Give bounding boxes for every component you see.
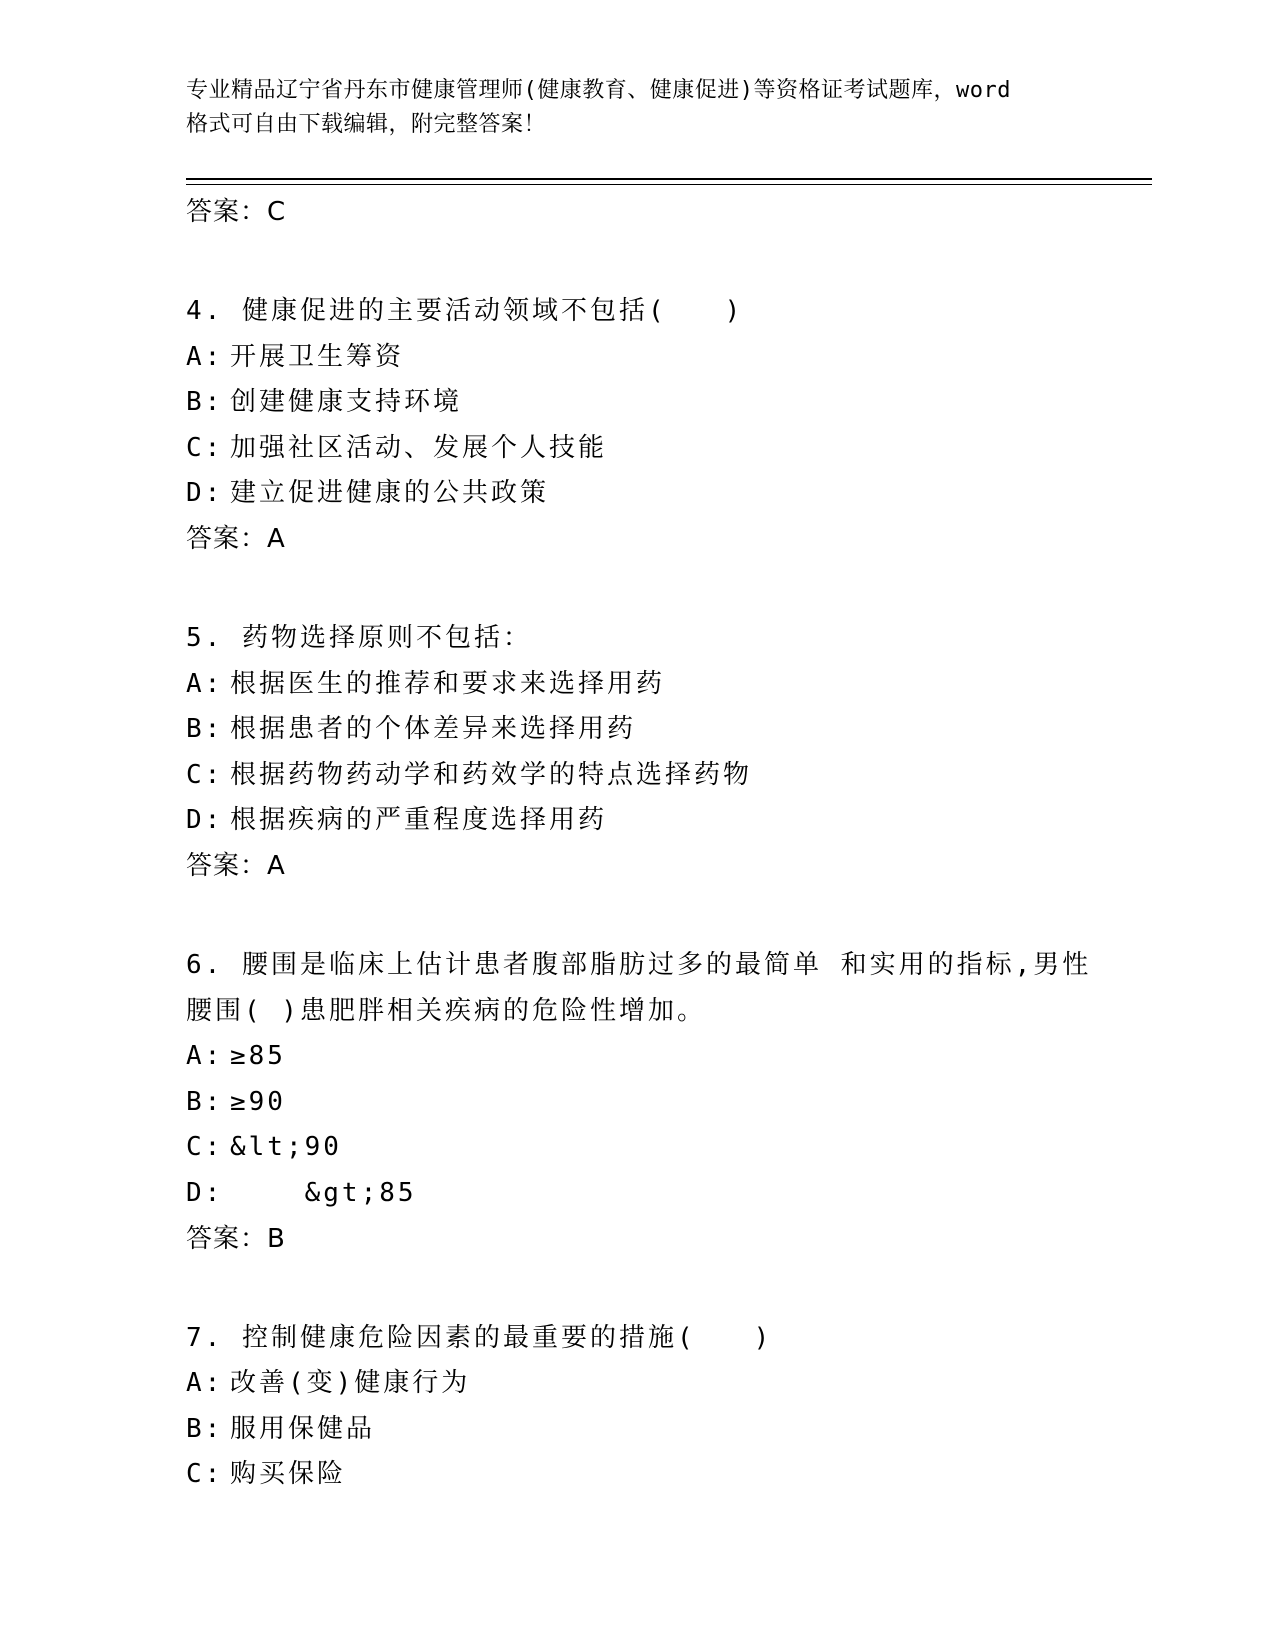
option-label: D:: [186, 805, 224, 836]
option-c: [186, 426, 1152, 472]
option-label: B:: [186, 714, 224, 745]
option-d: [186, 798, 1152, 844]
question-5: [186, 616, 1152, 888]
option-c: [186, 1452, 1152, 1498]
document-body: [186, 190, 1152, 1498]
question-stem-line-1: 6. 腰围是临床上估计患者腹部脂肪过多的最简单 和实用的指标,男性: [186, 949, 1092, 980]
option-text: 加强社区活动、发展个人技能: [230, 432, 608, 463]
option-label: D:: [186, 1177, 224, 1208]
option-a: [186, 335, 1152, 381]
question-stem-line-2: 腰围( )患肥胖相关疾病的危险性增加。: [186, 995, 706, 1026]
option-b: [186, 1080, 1152, 1126]
option-text: 开展卫生筹资: [230, 341, 405, 372]
option-text: 根据药物药动学和药效学的特点选择药物: [230, 759, 753, 790]
header-line-1: 专业精品辽宁省丹东市健康管理师(健康教育、健康促进)等资格证考试题库，word: [186, 78, 1011, 103]
option-label: C:: [186, 759, 224, 790]
header-line-2: 格式可自由下载编辑，附完整答案！: [186, 112, 547, 137]
option-text: 根据医生的推荐和要求来选择用药: [230, 668, 666, 699]
question-6: [186, 943, 1152, 1261]
question-stem: 5. 药物选择原则不包括：: [186, 622, 532, 653]
option-b: [186, 707, 1152, 753]
option-label: C:: [186, 432, 224, 463]
option-a: [186, 1034, 1152, 1080]
option-text: 购买保险: [230, 1459, 347, 1490]
header-divider-thick: [186, 178, 1152, 180]
option-label: B:: [186, 1413, 224, 1444]
option-a: [186, 662, 1152, 708]
question-7: [186, 1316, 1152, 1498]
option-text: ≥90: [230, 1086, 286, 1117]
answer-q5: 答案：A: [186, 850, 286, 881]
option-label: A:: [186, 341, 224, 372]
question-stem: 7. 控制健康危险因素的最重要的措施( ): [186, 1322, 773, 1353]
option-text: &gt;85: [230, 1177, 417, 1208]
answer-q4: 答案：A: [186, 523, 286, 554]
option-b: [186, 1407, 1152, 1453]
answer-q3: 答案：C: [186, 197, 287, 227]
option-text: 根据患者的个体差异来选择用药: [230, 714, 637, 745]
option-text: 创建健康支持环境: [230, 387, 463, 418]
header-divider-thin: [186, 184, 1152, 185]
option-d: [186, 471, 1152, 517]
option-d: [186, 1171, 1152, 1217]
option-label: A:: [186, 1041, 224, 1072]
option-c: [186, 1125, 1152, 1171]
option-label: B:: [186, 387, 224, 418]
question-stem: 4. 健康促进的主要活动领域不包括( ): [186, 296, 744, 326]
option-b: [186, 380, 1152, 426]
option-text: 服用保健品: [230, 1413, 376, 1444]
option-label: B:: [186, 1086, 224, 1117]
answer-q6: 答案：B: [186, 1223, 286, 1254]
question-4: [186, 289, 1152, 561]
option-text: 改善(变)健康行为: [230, 1368, 471, 1399]
option-label: A:: [186, 668, 224, 699]
option-text: ≥85: [230, 1041, 286, 1072]
option-label: D:: [186, 478, 224, 509]
option-label: C:: [186, 1132, 224, 1163]
option-text: 建立促进健康的公共政策: [230, 478, 550, 509]
option-a: [186, 1361, 1152, 1407]
document-header: [186, 74, 1086, 142]
option-c: [186, 753, 1152, 799]
option-text: 根据疾病的严重程度选择用药: [230, 805, 608, 836]
option-text: &lt;90: [230, 1132, 342, 1163]
option-label: C:: [186, 1459, 224, 1490]
option-label: A:: [186, 1368, 224, 1399]
